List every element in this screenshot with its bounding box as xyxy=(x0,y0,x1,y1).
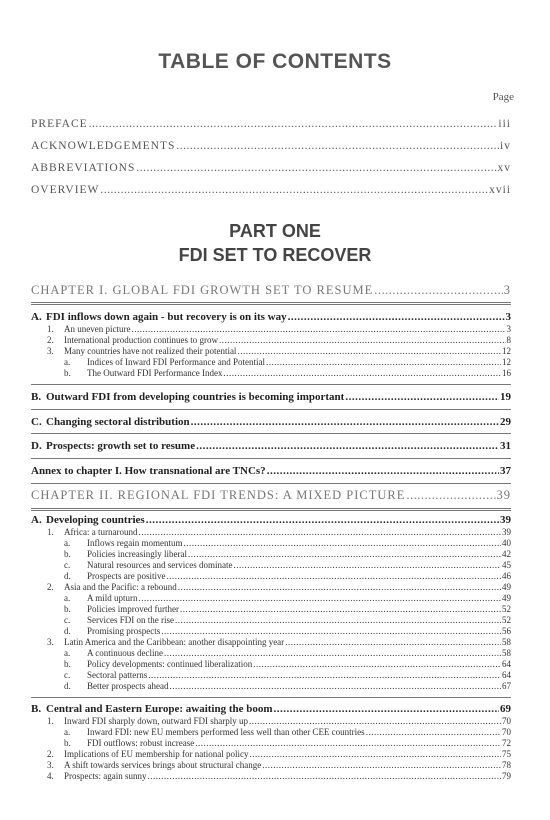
subsection-number: 4. xyxy=(47,771,54,781)
toc-subsubsection[interactable] xyxy=(64,368,511,378)
divider xyxy=(31,384,511,385)
entry-title: PREFACE xyxy=(31,118,88,130)
subsubsection-number: b. xyxy=(64,604,71,614)
entry-page: xvii xyxy=(489,184,511,196)
subsubsection-number: c. xyxy=(64,615,71,625)
toc-subsubsection[interactable] xyxy=(64,626,511,636)
subsubsection-title: Natural resources and services dominate xyxy=(87,560,233,570)
subsubsection-page: 49 xyxy=(502,593,511,603)
subsection-title: Latin America and the Caribbean: another disappointing year xyxy=(64,637,285,647)
subsubsection-title: Promising prospects xyxy=(87,626,161,636)
subsection-page: 12 xyxy=(502,346,511,356)
dot-leader xyxy=(196,440,499,452)
subsubsection-page: 12 xyxy=(502,357,511,367)
toc-entry-overview[interactable] xyxy=(31,184,511,196)
toc-section[interactable] xyxy=(31,391,511,403)
subsection-number: 3. xyxy=(47,637,54,647)
section-number: B. xyxy=(31,391,42,403)
subsection-title: Inward FDI sharply down, outward FDI sharply up xyxy=(64,716,248,726)
section-number: A. xyxy=(31,514,42,526)
dot-leader xyxy=(285,637,501,647)
toc-entry-acknowledgements[interactable] xyxy=(31,140,511,152)
toc-subsection[interactable] xyxy=(47,760,511,770)
subsubsection-title: Policy developments: continued liberalization xyxy=(87,659,253,669)
subsection-title: Africa: a turnaround xyxy=(64,527,138,537)
dot-leader xyxy=(249,749,501,759)
section-title: Changing sectoral distribution xyxy=(46,416,190,428)
dot-leader xyxy=(195,738,501,748)
subsection-page: 39 xyxy=(502,527,511,537)
subsubsection-number: c. xyxy=(64,670,71,680)
subsubsection-page: 16 xyxy=(502,368,511,378)
section-number: D. xyxy=(31,440,42,452)
subsubsection-number: a. xyxy=(64,727,71,737)
toc-subsubsection[interactable] xyxy=(64,648,511,658)
subsubsection-number: b. xyxy=(64,549,71,559)
dot-leader xyxy=(148,670,501,680)
toc-section[interactable] xyxy=(31,440,511,452)
subsection-page: 78 xyxy=(502,760,511,770)
page-column-label: Page xyxy=(492,91,514,103)
chapter-page: 3 xyxy=(503,283,511,297)
toc-subsubsection[interactable] xyxy=(64,738,511,748)
toc-subsection[interactable] xyxy=(47,637,511,647)
section-number: A. xyxy=(31,311,42,323)
entry-page: iii xyxy=(498,118,511,130)
divider xyxy=(31,483,511,484)
entry-page: iv xyxy=(500,140,511,152)
subsection-title: An uneven picture xyxy=(64,324,131,334)
section-title: FDI inflows down again - but recovery is on its way xyxy=(46,311,287,323)
subsubsection-page: 56 xyxy=(502,626,511,636)
subsection-number: 1. xyxy=(47,527,54,537)
divider xyxy=(31,508,511,509)
section-title: Outward FDI from developing countries is becoming important xyxy=(46,391,345,403)
subsection-page: 49 xyxy=(502,582,511,592)
chapter-page: 39 xyxy=(496,488,511,502)
entry-title: ACKNOWLEDGEMENTS xyxy=(31,140,176,152)
subsubsection-page: 58 xyxy=(502,648,511,658)
subsubsection-page: 64 xyxy=(502,670,511,680)
subsubsection-page: 46 xyxy=(502,571,511,581)
subsubsection-number: c. xyxy=(64,560,71,570)
subsubsection-title: A continuous decline xyxy=(87,648,163,658)
subsection-number: 1. xyxy=(47,716,54,726)
divider xyxy=(31,697,511,698)
section-number: C. xyxy=(31,416,42,428)
toc-subsubsection[interactable] xyxy=(64,560,511,570)
toc-subsection[interactable] xyxy=(47,582,511,592)
dot-leader xyxy=(191,416,499,428)
subsection-page: 8 xyxy=(506,335,511,345)
dot-leader xyxy=(100,184,488,196)
toc-subsection[interactable] xyxy=(47,335,511,345)
subsection-number: 3. xyxy=(47,760,54,770)
divider xyxy=(31,433,511,434)
dot-leader xyxy=(169,681,501,691)
subsubsection-number: b. xyxy=(64,738,71,748)
subsubsection-number: b. xyxy=(64,368,71,378)
subsubsection-page: 52 xyxy=(502,615,511,625)
dot-leader xyxy=(164,648,501,658)
section-page: 69 xyxy=(500,703,511,715)
subsubsection-page: 64 xyxy=(502,659,511,669)
toc-subsection[interactable] xyxy=(47,527,511,537)
section-page: 29 xyxy=(500,416,511,428)
section-page: 31 xyxy=(500,440,511,452)
toc-subsection[interactable] xyxy=(47,716,511,726)
subsubsection-number: b. xyxy=(64,659,71,669)
page-title: TABLE OF CONTENTS xyxy=(158,50,392,73)
dot-leader xyxy=(138,527,501,537)
subsection-page: 75 xyxy=(502,749,511,759)
toc-section[interactable] xyxy=(31,514,511,526)
chapter-title: CHAPTER I. GLOBAL FDI GROWTH SET TO RESUME xyxy=(31,283,374,297)
entry-title: OVERVIEW xyxy=(31,184,100,196)
subsubsection-number: a. xyxy=(64,648,71,658)
toc-subsubsection[interactable] xyxy=(64,604,511,614)
dot-leader xyxy=(266,357,501,367)
subsubsection-title: Better prospects ahead xyxy=(87,681,169,691)
dot-leader xyxy=(178,582,501,592)
dot-leader xyxy=(233,560,501,570)
toc-subsubsection[interactable] xyxy=(64,593,511,603)
subsection-title: Many countries have not realized their potential xyxy=(64,346,237,356)
toc-section[interactable] xyxy=(31,703,511,715)
dot-leader xyxy=(366,727,501,737)
section-page: 39 xyxy=(500,514,511,526)
dot-leader xyxy=(267,465,499,477)
toc-section[interactable] xyxy=(31,416,511,428)
toc-subsection[interactable] xyxy=(47,771,511,781)
subsection-title: Prospects: again sunny xyxy=(64,771,147,781)
subsubsection-number: d. xyxy=(64,626,71,636)
subsubsection-title: Services FDI on the rise xyxy=(87,615,174,625)
subsubsection-page: 70 xyxy=(502,727,511,737)
dot-leader xyxy=(148,771,502,781)
toc-subsubsection[interactable] xyxy=(64,549,511,559)
subsection-page: 3 xyxy=(506,324,511,334)
subsubsection-page: 45 xyxy=(502,560,511,570)
subsubsection-title: Inflows regain momentum xyxy=(87,538,183,548)
subsubsection-page: 42 xyxy=(502,549,511,559)
subsection-page: 58 xyxy=(502,637,511,647)
part-title: FDI SET TO RECOVER xyxy=(178,245,372,265)
toc-subsubsection[interactable] xyxy=(64,727,511,737)
toc-annex[interactable] xyxy=(31,465,511,477)
toc-chapter-1[interactable] xyxy=(31,283,511,298)
section-number: B. xyxy=(31,703,42,715)
dot-leader xyxy=(89,118,498,130)
subsubsection-number: d. xyxy=(64,681,71,691)
subsection-number: 2. xyxy=(47,582,54,592)
toc-subsection[interactable] xyxy=(47,346,511,356)
section-page: 3 xyxy=(505,311,511,323)
toc-chapter-2[interactable] xyxy=(31,488,511,503)
subsubsection-title: Sectoral patterns xyxy=(87,670,148,680)
toc-entry-abbreviations[interactable] xyxy=(31,162,511,174)
dot-leader xyxy=(161,626,501,636)
toc-subsubsection[interactable] xyxy=(64,538,511,548)
entry-page: xv xyxy=(497,162,511,174)
dot-leader xyxy=(253,659,501,669)
toc-subsubsection[interactable] xyxy=(64,571,511,581)
divider xyxy=(31,458,511,459)
subsubsection-title: Indices of Inward FDI Performance and Potential xyxy=(87,357,265,367)
dot-leader xyxy=(180,604,501,614)
subsubsection-title: A mild upturn xyxy=(87,593,138,603)
subsection-title: Asia and the Pacific: a rebound xyxy=(64,582,177,592)
section-title: Developing countries xyxy=(46,514,145,526)
toc-subsubsection[interactable] xyxy=(64,659,511,669)
dot-leader xyxy=(237,346,501,356)
dot-leader xyxy=(183,538,501,548)
section-title: Prospects: growth set to resume xyxy=(46,440,196,452)
dot-leader xyxy=(262,760,501,770)
subsection-title: Implications of EU membership for national policy xyxy=(64,749,249,759)
section-title: Central and Eastern Europe: awaiting the boom xyxy=(46,703,273,715)
dot-leader xyxy=(166,571,501,581)
toc-subsection[interactable] xyxy=(47,324,511,334)
subsection-page: 79 xyxy=(502,771,511,781)
subsection-page: 70 xyxy=(502,716,511,726)
subsubsection-number: a. xyxy=(64,593,71,603)
toc-subsubsection[interactable] xyxy=(64,681,511,691)
dot-leader xyxy=(139,593,501,603)
annex-title: Annex to chapter I. How transnational are TNCs? xyxy=(31,465,266,477)
subsubsection-title: The Outward FDI Performance Index xyxy=(87,368,223,378)
subsubsection-title: Prospects are positive xyxy=(87,571,166,581)
entry-title: ABBREVIATIONS xyxy=(31,162,136,174)
subsection-title: A shift towards services brings about structural change xyxy=(64,760,262,770)
toc-subsubsection[interactable] xyxy=(64,615,511,625)
subsubsection-page: 72 xyxy=(502,738,511,748)
toc-subsubsection[interactable] xyxy=(64,357,511,367)
subsubsection-title: Policies increasingly liberal xyxy=(87,549,187,559)
annex-page: 37 xyxy=(500,465,511,477)
dot-leader xyxy=(223,368,501,378)
section-page: 19 xyxy=(500,391,511,403)
subsubsection-number: d. xyxy=(64,571,71,581)
dot-leader xyxy=(146,514,499,526)
subsubsection-number: a. xyxy=(64,538,71,548)
chapter-title: CHAPTER II. REGIONAL FDI TRENDS: A MIXED PICTURE xyxy=(31,488,406,502)
subsubsection-page: 52 xyxy=(502,604,511,614)
dot-leader xyxy=(274,703,499,715)
subsection-number: 1. xyxy=(47,324,54,334)
subsubsection-page: 40 xyxy=(502,538,511,548)
subsubsection-title: Inward FDI: new EU members performed less well than other CEE countries xyxy=(87,727,365,737)
toc-section[interactable] xyxy=(31,311,511,323)
toc-entry-preface[interactable] xyxy=(31,118,511,130)
dot-leader xyxy=(175,615,501,625)
dot-leader xyxy=(131,324,505,334)
part-label: PART ONE xyxy=(229,221,321,241)
toc-subsection[interactable] xyxy=(47,749,511,759)
subsection-title: International production continues to grow xyxy=(64,335,218,345)
dot-leader xyxy=(406,488,495,503)
dot-leader xyxy=(249,716,501,726)
subsubsection-page: 67 xyxy=(502,681,511,691)
subsubsection-title: Policies improved further xyxy=(87,604,179,614)
divider xyxy=(31,409,511,410)
dot-leader xyxy=(374,283,503,298)
dot-leader xyxy=(176,140,499,152)
toc-subsubsection[interactable] xyxy=(64,670,511,680)
subsubsection-number: a. xyxy=(64,357,71,367)
subsection-number: 2. xyxy=(47,335,54,345)
dot-leader xyxy=(188,549,501,559)
divider xyxy=(31,302,511,303)
dot-leader xyxy=(136,162,496,174)
subsection-number: 2. xyxy=(47,749,54,759)
subsection-number: 3. xyxy=(47,346,54,356)
dot-leader xyxy=(219,335,506,345)
dot-leader xyxy=(345,391,499,403)
dot-leader xyxy=(288,311,505,323)
subsubsection-title: FDI outflows: robust increase xyxy=(87,738,195,748)
